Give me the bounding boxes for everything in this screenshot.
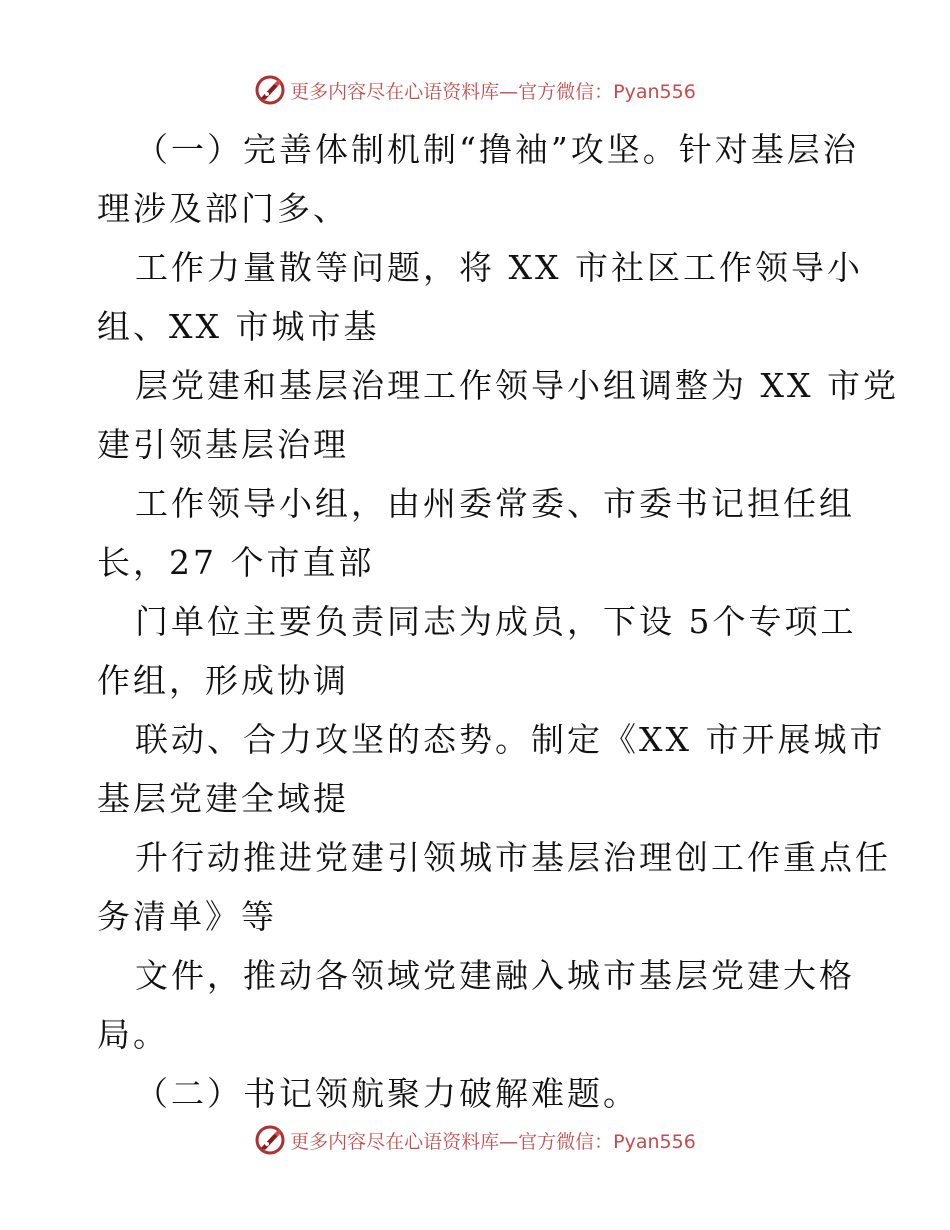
text-line: 门单位主要负责同志为成员，下设 5个专项工 [135, 602, 857, 641]
text-line: 建引领基层治理 [97, 425, 349, 464]
text-line: （一）完善体制机制“撸袖”攻坚。针对基层治 [135, 130, 859, 169]
section-heading: （二）书记领航聚力破解难题。 [135, 1074, 639, 1113]
text-line: 理涉及部门多、 [97, 189, 349, 228]
footer-banner-text: 更多内容尽在心语资料库—官方微信：Pyan556 [290, 1130, 696, 1153]
text-line: 务清单》等 [97, 897, 277, 936]
text-line: 升行动推进党建引领城市基层治理创工作重点任 [135, 838, 891, 877]
text-line: 联动、合力攻坚的态势。制定《XX 市开展城市 [135, 720, 886, 759]
text-line: 组、XX 市城市基 [97, 307, 380, 346]
text-line: 作组，形成协调 [97, 661, 349, 700]
text-line: 工作领导小组，由州委常委、市委书记担任组 [135, 484, 855, 523]
text-line: 基层党建全域提 [97, 779, 349, 818]
text-line: 工作力量散等问题，将 XX 市社区工作领导小 [135, 248, 863, 287]
document-body [97, 120, 899, 1123]
text-line: 层党建和基层治理工作领导小组调整为 XX 市党 [135, 366, 899, 405]
text-line: 局。 [97, 1015, 169, 1054]
header-watermark-banner [0, 70, 950, 110]
header-banner-text: 更多内容尽在心语资料库—官方微信：Pyan556 [290, 80, 696, 103]
pen-logo-icon [254, 1124, 286, 1156]
pen-logo-icon [254, 74, 286, 106]
text-line: 文件，推动各领域党建融入城市基层党建大格 [135, 956, 855, 995]
footer-watermark-banner [0, 1120, 950, 1160]
text-line: 长，27 个市直部 [97, 543, 375, 582]
